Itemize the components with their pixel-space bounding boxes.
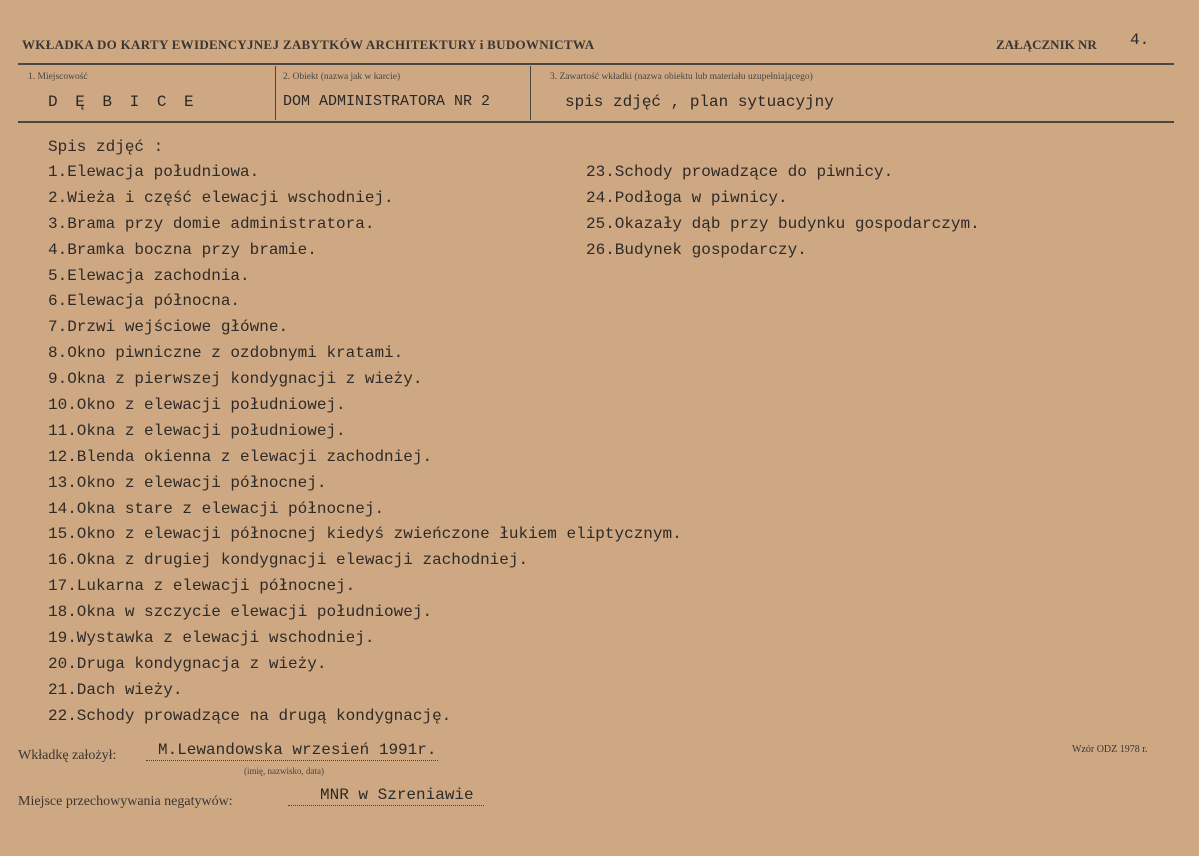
list-item: 8.Okno piwniczne z ozdobnymi kratami. bbox=[48, 344, 404, 363]
list-item: 21.Dach wieży. bbox=[48, 680, 183, 699]
list-item: 1.Elewacja południowa. bbox=[48, 163, 260, 181]
field-divider bbox=[530, 66, 531, 120]
list-item: 18.Okna w szczycie elewacji południowej. bbox=[48, 603, 433, 622]
storage-value: MNR w Szreniawie bbox=[288, 786, 484, 806]
list-item: 19.Wystawka z elewacji wschodniej. bbox=[48, 629, 375, 648]
card-title: WKŁADKA DO KARTY EWIDENCYJNEJ ZABYTKÓW ARCHITEKTURY i BUDOWNICTWA bbox=[22, 37, 595, 52]
top-rule bbox=[18, 63, 1174, 65]
list-item: 17.Lukarna z elewacji północnej. bbox=[48, 577, 356, 596]
founder-label: Wkładkę założył: bbox=[18, 748, 117, 763]
list-item: 4.Bramka boczna przy bramie. bbox=[48, 240, 317, 259]
list-item: 16.Okna z drugiej kondygnacji elewacji zachodniej. bbox=[48, 551, 529, 570]
list-item: 15.Okno z elewacji północnej kiedyś zwieńczone łukiem eliptycznym. bbox=[48, 525, 682, 544]
founder-hint: (imię, nazwisko, data) bbox=[244, 766, 324, 776]
photo-list-right bbox=[586, 160, 980, 264]
list-item: 24.Podłoga w piwnicy. bbox=[586, 188, 788, 207]
list-item: 2.Wieża i część elewacji wschodniej. bbox=[48, 188, 394, 207]
list-item: 26.Budynek gospodarczy. bbox=[586, 240, 807, 259]
list-item: 5.Elewacja zachodnia. bbox=[48, 266, 250, 285]
list-item: 6.Elewacja północna. bbox=[48, 292, 241, 311]
list-item: 13.Okno z elewacji północnej. bbox=[48, 473, 327, 492]
field-contents-value: spis zdjęć , plan sytuacyjny bbox=[565, 93, 834, 111]
field-location-label: 1. Miejscowość bbox=[28, 72, 88, 82]
field-location-value: D Ę B I C E bbox=[48, 93, 198, 111]
annex-label: ZAŁĄCZNIK NR bbox=[996, 37, 1097, 52]
list-item: 12.Blenda okienna z elewacji zachodniej. bbox=[48, 447, 433, 466]
field-object-value: DOM ADMINISTRATORA NR 2 bbox=[283, 93, 491, 110]
field-object-label: 2. Obiekt (nazwa jak w karcie) bbox=[283, 72, 401, 82]
list-item: 14.Okna stare z elewacji północnej. bbox=[48, 499, 385, 518]
photo-list-heading: Spis zdjęć : bbox=[48, 138, 164, 156]
founder-value: M.Lewandowska wrzesień 1991r. bbox=[146, 741, 438, 761]
form-pattern-note: Wzór ODZ 1978 r. bbox=[1072, 744, 1148, 755]
list-item: 10.Okno z elewacji południowej. bbox=[48, 396, 346, 415]
list-item: 22.Schody prowadzące na drugą kondygnację. bbox=[48, 706, 452, 725]
field-divider bbox=[275, 66, 276, 120]
list-item: 20.Druga kondygnacja z wieży. bbox=[48, 654, 327, 673]
storage-label: Miejsce przechowywania negatywów: bbox=[18, 794, 233, 809]
list-item: 11.Okna z elewacji południowej. bbox=[48, 421, 346, 440]
section-rule bbox=[18, 121, 1174, 123]
field-contents-label: 3. Zawartość wkładki (nazwa obiektu lub materiału uzupełniającego) bbox=[550, 72, 813, 82]
list-item: 23.Schody prowadzące do piwnicy. bbox=[586, 163, 894, 181]
list-item: 3.Brama przy domie administratora. bbox=[48, 214, 375, 233]
list-item: 7.Drzwi wejściowe główne. bbox=[48, 318, 289, 337]
annex-number: 4. bbox=[1130, 31, 1150, 49]
list-item: 25.Okazały dąb przy budynku gospodarczym. bbox=[586, 214, 980, 233]
list-item: 9.Okna z pierwszej kondygnacji z wieży. bbox=[48, 370, 423, 389]
